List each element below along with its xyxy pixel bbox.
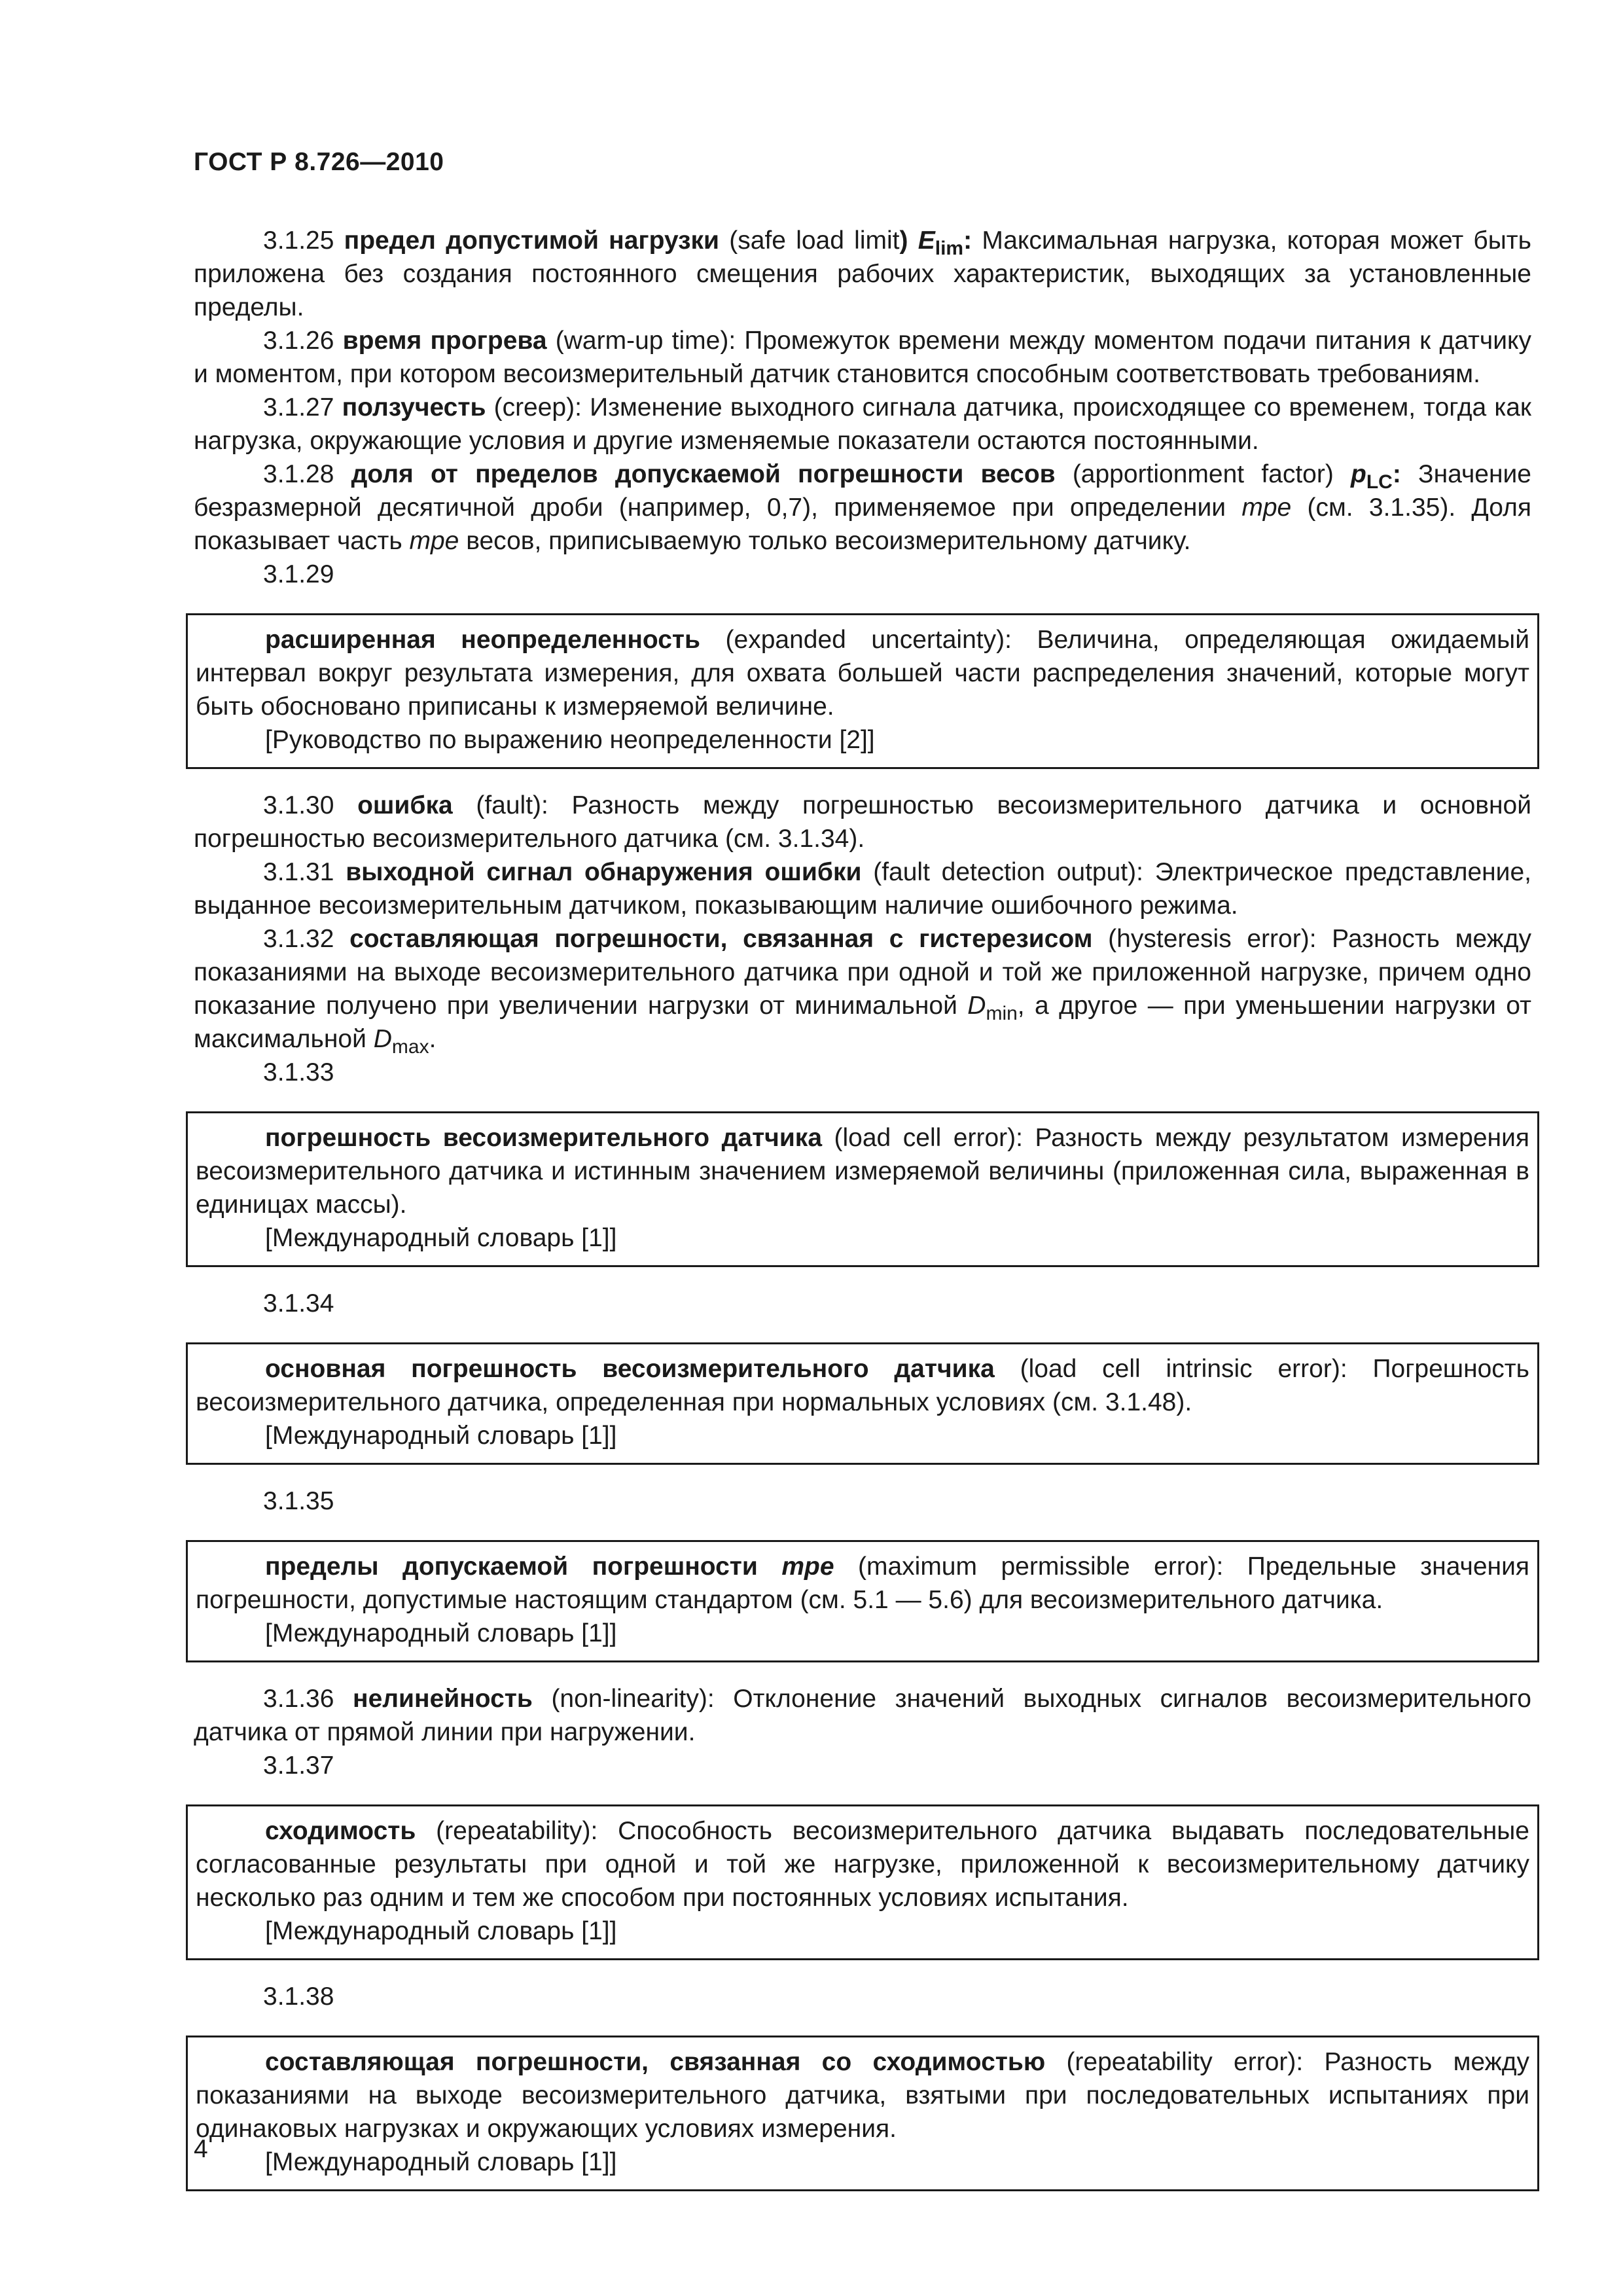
clause-number: 3.1.33	[263, 1058, 334, 1086]
clause-number: 3.1.37	[263, 1751, 334, 1780]
definition-box-3-1-33	[186, 1111, 1539, 1267]
definition-box-3-1-35	[186, 1540, 1539, 1662]
clause-number: 3.1.35	[263, 1487, 334, 1515]
definition-3-1-31	[194, 855, 1531, 922]
clause-number: 3.1.26	[263, 327, 334, 355]
symbol: $E_{lim}$	[918, 226, 964, 259]
clause-number: 3.1.25	[263, 226, 334, 255]
term-english: (safe load limit	[729, 226, 900, 255]
term: сходимость	[265, 1817, 416, 1845]
definition-text: (expanded uncertainty): Величина, определяющая ожидаемый интервал вокруг результата измерения, для охвата большей части распределения значений, которые могут быть обосновано приписаны к измеряемой величине.	[196, 626, 1529, 721]
definition-text: (load cell intrinsic error): Погрешность весоизмерительного датчика, определенная при нормальных условиях (см. 3.1.48).	[196, 1355, 1529, 1416]
clause-number: 3.1.29	[263, 560, 334, 588]
definition-text: Максимальная нагрузка, которая может быть приложена без создания постоянного смещения рабочих характеристик, выходящих за установленные пределы.	[194, 226, 1531, 321]
term: основная погрешность весоизмерительного датчика	[265, 1355, 995, 1383]
definition-box-3-1-37	[186, 1804, 1539, 1960]
symbol: mpe	[781, 1552, 834, 1581]
definition-3-1-27	[194, 391, 1531, 457]
definition-text: (creep): Изменение выходного сигнала датчика, происходящее со временем, тогда как нагрузка, окружающие условия и другие изменяемые показатели остаются постоянными.	[194, 393, 1531, 455]
term: предел допустимой нагрузки	[344, 226, 720, 255]
symbol: $p_{LC}$	[1351, 460, 1393, 493]
definition-text: (non-linearity): Отклонение значений выходных сигналов весоизмерительного датчика от прямой линии при нагружении.	[194, 1685, 1531, 1746]
reference: [Международный словарь [1]]	[265, 1619, 617, 1647]
clause-number: 3.1.31	[263, 858, 334, 886]
clause-number: 3.1.28	[263, 460, 334, 488]
term: ошибка	[357, 791, 453, 819]
term: выходной сигнал обнаружения ошибки	[346, 858, 862, 886]
definition-text: (repeatability error): Разность между показаниями на выходе весоизмерительного датчика, взятыми при последовательных испытаниях при одинаковых нагрузках и окружающих условиях измерения.	[196, 2048, 1529, 2143]
definition-text: (maximum permissible error): Предельные значения погрешности, допустимые настоящим стандартом (см. 5.1 — 5.6) для весоизмерительного датчика.	[196, 1552, 1529, 1614]
term: расширенная неопределенность	[265, 626, 700, 654]
clause-number: 3.1.30	[263, 791, 334, 819]
clause-number: 3.1.27	[263, 393, 334, 422]
reference: [Международный словарь [1]]	[265, 2148, 617, 2176]
clause-number: 3.1.38	[263, 1982, 334, 2011]
definition-text: (fault): Разность между погрешностью весоизмерительного датчика и основной погрешностью весоизмерительного датчика (см. 3.1.34).	[194, 791, 1531, 853]
clause-number: 3.1.34	[263, 1289, 334, 1318]
reference: [Руководство по выражению неопределенности [2]]	[265, 726, 875, 754]
definition-box-3-1-38	[186, 2036, 1539, 2191]
term: время прогрева	[342, 327, 547, 355]
reference: [Международный словарь [1]]	[265, 1917, 617, 1945]
definition-3-1-36	[194, 1682, 1531, 1749]
reference: [Международный словарь [1]]	[265, 1422, 617, 1450]
definition-3-1-26	[194, 324, 1531, 391]
definition-3-1-28: 3.1.28 доля от пределов допускаемой погрешности весов (apportionment factor) $p_{LC}$: Значение безразмерной десятичной дроби (например, 0,7), применяемое при определении mpe (см. 3.1.35). Доля показывает часть mpe весов, приписываемую только весоизмерительному датчику.	[194, 460, 1531, 555]
definition-text: (warm-up time): Промежуток времени между моментом подачи питания к датчику и моментом, при котором весоизмерительный датчик становится способным соответствовать требованиям.	[194, 327, 1532, 388]
document-body	[194, 224, 1531, 2211]
clause-number: 3.1.36	[263, 1685, 334, 1713]
term: составляющая погрешности, связанная с гистерезисом	[349, 925, 1093, 953]
definition-text: (fault detection output): Электрическое представление, выданное весоизмерительным датчиком, показывающим наличие ошибочного режима.	[194, 858, 1531, 920]
term-english: (apportionment factor)	[1055, 460, 1351, 488]
term: пределы допускаемой погрешности	[265, 1552, 758, 1581]
definition-3-1-32: 3.1.32 составляющая погрешности, связанная с гистерезисом (hysteresis error): Разность между показаниями на выходе весоизмерительного датчика при одной и той же приложенной нагрузке, причем одно показание получено при увеличении нагрузки от минимальной $D_{min}$, а другое — при уменьшении нагрузки от максимальной $D_{max}$.	[194, 925, 1531, 1058]
clause-number: 3.1.32	[263, 925, 334, 953]
page-number: 4	[194, 2135, 208, 2163]
reference: [Международный словарь [1]]	[265, 1224, 617, 1252]
term: нелинейность	[353, 1685, 533, 1713]
definition-text: (load cell error): Разность между результатом измерения весоизмерительного датчика и истинным значением измеряемой величины (приложенная сила, выраженная в единицах массы).	[196, 1124, 1529, 1219]
definition-box-3-1-34	[186, 1342, 1539, 1465]
page-header: ГОСТ Р 8.726—2010	[194, 148, 444, 176]
term: погрешность весоизмерительного датчика	[265, 1124, 823, 1152]
term: ползучесть	[342, 393, 486, 422]
term: составляющая погрешности, связанная со сходимостью	[265, 2048, 1046, 2076]
definition-3-1-25: 3.1.25 предел допустимой нагрузки (safe load limit) $E_{lim}$: Максимальная нагрузка, которая может быть приложена без создания постоянного смещения рабочих характеристик, выходящих за установленные пределы.	[194, 226, 1531, 321]
definition-box-3-1-29	[186, 613, 1539, 769]
term: доля от пределов допускаемой погрешности весов	[351, 460, 1056, 488]
definition-3-1-30	[194, 789, 1531, 855]
definition-text: (repeatability): Способность весоизмерительного датчика выдавать последовательные согласованные результаты при одной и той же нагрузке, приложенной к весоизмерительному датчику несколько раз одним и тем же способом при постоянных условиях испытания.	[196, 1817, 1529, 1912]
